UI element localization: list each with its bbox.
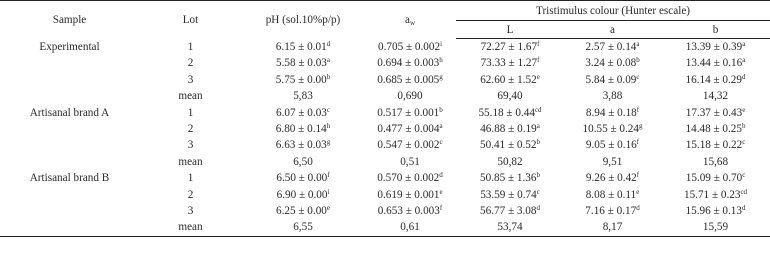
cell-a-value: 8.94 ± 0.18 [585, 106, 637, 119]
cell-aw-value: 0.517 ± 0.001 [377, 106, 440, 119]
table-row [0, 88, 770, 104]
cell-b-superscript: cd [740, 187, 748, 196]
cell-a-value: 3,88 [602, 90, 623, 103]
cell-b-value: 14.48 ± 0.25 [685, 123, 742, 136]
cell-aw-superscript: d [439, 171, 443, 180]
cell-b-superscript: c [742, 138, 746, 147]
header-a: a [564, 21, 661, 39]
cell-sample-value: Artisanal brand A [29, 106, 110, 119]
cell-ph-value: 6.50 ± 0.00 [276, 172, 328, 185]
table-body [0, 39, 770, 237]
cell-ph-value: 6.07 ± 0.03 [276, 106, 327, 119]
cell-l-value: 53,74 [497, 221, 523, 234]
cell-ph-value: 5.58 ± 0.03 [276, 57, 327, 70]
cell-a-superscript: f [636, 138, 640, 147]
cell-a-value: 3.24 ± 0.08 [585, 57, 637, 70]
cell-lot-value: 1 [187, 172, 194, 185]
cell-sample [0, 170, 139, 186]
table-row [0, 203, 770, 219]
cell-a [564, 88, 661, 104]
cell-l-value: 62.60 ± 1.52 [480, 73, 537, 86]
cell-lot [139, 170, 242, 186]
cell-lot-value: mean [178, 155, 203, 168]
cell-aw-value: 0.477 ± 0.004 [377, 123, 440, 136]
cell-aw-value: 0.619 ± 0.001 [377, 188, 440, 201]
cell-ph-superscript: f [327, 171, 330, 180]
cell-sample [0, 39, 139, 56]
cell-aw [364, 105, 456, 121]
cell-aw [364, 88, 456, 104]
cell-a [564, 105, 661, 121]
table-row [0, 72, 770, 88]
header-L: L [456, 21, 564, 39]
cell-a-value: 7.16 ± 0.17 [585, 205, 637, 218]
cell-l-value: 50,82 [497, 155, 523, 168]
cell-aw [364, 39, 456, 56]
cell-a-value: 9.05 ± 0.16 [585, 139, 637, 152]
cell-a-superscript: d [636, 204, 640, 213]
cell-a [564, 203, 661, 219]
cell-ph [242, 170, 364, 186]
cell-lot [139, 137, 242, 153]
cell-a-superscript: a [636, 40, 640, 48]
cell-a [564, 72, 661, 88]
cell-l-superscript: f [537, 56, 540, 65]
cell-aw-value: 0.570 ± 0.002 [377, 172, 440, 185]
cell-a-value: 8.08 ± 0.11 [585, 188, 637, 201]
cell-a [564, 219, 661, 236]
cell-a [564, 170, 661, 186]
table-row [0, 137, 770, 153]
cell-l [456, 55, 564, 71]
cell-ph-value: 6.15 ± 0.01 [275, 40, 327, 53]
cell-b-value: 15,68 [702, 155, 729, 168]
cell-l-superscript: cd [534, 105, 542, 114]
cell-ph [242, 137, 364, 153]
cell-l [456, 187, 564, 203]
cell-aw [364, 187, 456, 203]
cell-aw [364, 121, 456, 137]
cell-b-value: 17.37 ± 0.43 [685, 106, 743, 119]
cell-lot-value: mean [178, 90, 203, 103]
cell-b [661, 187, 770, 203]
cell-lot-value: 1 [187, 40, 194, 53]
cell-l [456, 105, 564, 121]
cell-sample [0, 203, 139, 219]
cell-lot [139, 88, 242, 104]
cell-l-superscript: e [536, 72, 540, 81]
cell-aw [364, 137, 456, 153]
cell-aw-value: 0,690 [397, 90, 423, 103]
cell-b [661, 72, 770, 88]
cell-l-superscript: b [536, 171, 540, 180]
table-row [0, 39, 770, 56]
cell-l [456, 72, 564, 88]
header-tristimulus: Tristimulus colour (Hunter escale) [456, 1, 770, 21]
cell-ph-value: 6,55 [293, 221, 313, 234]
cell-aw-superscript: b [439, 105, 443, 114]
cell-l-value: 53.59 ± 0.74 [480, 188, 537, 201]
cell-ph-value: 6.90 ± 0.00 [276, 188, 328, 201]
header-b: b [661, 21, 770, 39]
cell-aw [364, 219, 456, 236]
cell-a-value: 8,17 [602, 221, 623, 234]
cell-ph-value: 6,50 [293, 155, 313, 168]
cell-aw-superscript: c [439, 138, 443, 147]
cell-lot [139, 55, 242, 71]
cell-ph-value: 5,83 [293, 90, 313, 103]
cell-ph-superscript: a [326, 56, 330, 65]
cell-ph-value: 6.63 ± 0.03 [275, 139, 327, 152]
cell-b [661, 55, 770, 71]
cell-b [661, 39, 770, 56]
cell-sample [0, 137, 139, 153]
cell-b-value: 15,59 [702, 221, 729, 234]
cell-l-value: 72.27 ± 1.67 [480, 41, 538, 53]
cell-l-superscript: d [536, 204, 540, 213]
cell-sample [0, 187, 139, 203]
cell-ph [242, 187, 364, 203]
header-ph: pH (sol.10%p/p) [242, 1, 364, 39]
cell-lot-value: 3 [187, 73, 194, 86]
cell-a-value: 9.26 ± 0.42 [585, 172, 637, 185]
cell-b-superscript: a [742, 56, 746, 65]
cell-aw-superscript: a [439, 122, 443, 131]
cell-ph-superscript: h [326, 122, 331, 131]
table-row [0, 105, 770, 121]
cell-l [456, 39, 564, 56]
cell-sample [0, 154, 139, 170]
header-row-1 [0, 1, 770, 21]
cell-lot [139, 121, 242, 137]
cell-lot [139, 154, 242, 170]
cell-b-value: 14,32 [702, 90, 729, 103]
cell-aw-value: 0.685 ± 0.005 [377, 73, 440, 86]
cell-l-value: 55.18 ± 0.44 [478, 106, 535, 119]
cell-b-value: 13.44 ± 0.16 [685, 57, 743, 70]
cell-ph [242, 219, 364, 236]
cell-ph [242, 105, 364, 121]
cell-b-superscript: d [742, 204, 746, 213]
cell-l-superscript: f [537, 40, 540, 48]
cell-l-superscript: a [536, 122, 540, 131]
cell-b [661, 88, 770, 104]
cell-l-superscript: c [536, 187, 540, 196]
cell-aw [364, 170, 456, 186]
cell-ph [242, 154, 364, 170]
cell-b [661, 154, 770, 170]
cell-lot [139, 187, 242, 203]
cell-ph-value: 6.25 ± 0.00 [276, 205, 327, 218]
cell-b-superscript: e [742, 105, 746, 114]
cell-aw-value: 0.705 ± 0.002 [377, 40, 441, 53]
table-row [0, 121, 770, 137]
cell-lot-value: 1 [187, 106, 194, 119]
cell-aw [364, 55, 456, 71]
cell-aw [364, 72, 456, 88]
cell-sample [0, 121, 139, 137]
cell-lot [139, 39, 242, 56]
cell-l [456, 170, 564, 186]
cell-b-value: 15.09 ± 0.70 [685, 172, 743, 185]
cell-ph-superscript: g [326, 138, 331, 147]
cell-b-value: 15.71 ± 0.23 [683, 188, 741, 201]
cell-aw-superscript: i [440, 39, 443, 48]
cell-ph-value: 6.80 ± 0.14 [275, 123, 327, 136]
cell-ph [242, 72, 364, 88]
cell-lot-value: mean [178, 221, 203, 234]
cell-a [564, 187, 661, 203]
cell-aw-value: 0.547 ± 0.002 [377, 139, 440, 152]
table-row [0, 170, 770, 186]
cell-ph-superscript: c [326, 105, 330, 114]
cell-a-superscript: f [636, 105, 640, 114]
cell-aw-superscript: h [439, 56, 443, 65]
header-aw-sub: w [409, 19, 416, 28]
cell-a-superscript: g [638, 122, 643, 131]
cell-b [661, 137, 770, 153]
table-row [0, 187, 770, 203]
cell-l [456, 154, 564, 170]
cell-a-superscript: c [636, 72, 640, 81]
cell-lot-value: 2 [187, 57, 194, 70]
cell-lot-value: 2 [187, 188, 194, 201]
cell-lot-value: 3 [187, 139, 194, 152]
cell-ph [242, 203, 364, 219]
cell-aw-value: 0,51 [400, 155, 420, 168]
cell-a [564, 154, 661, 170]
cell-lot [139, 203, 242, 219]
cell-ph [242, 121, 364, 137]
cell-l-value: 50.85 ± 1.36 [480, 172, 537, 185]
cell-b [661, 203, 770, 219]
cell-l [456, 219, 564, 236]
cell-a-superscript: b [636, 56, 640, 65]
cell-l-value: 46.88 ± 0.19 [480, 123, 537, 136]
cell-l-superscript: b [536, 138, 540, 147]
cell-l-value: 56.77 ± 3.08 [480, 205, 537, 218]
cell-ph [242, 88, 364, 104]
cell-a-superscript: e [636, 187, 640, 196]
cell-aw-value: 0.653 ± 0.003 [377, 205, 440, 218]
cell-b [661, 219, 770, 236]
cell-sample-value: Experimental [39, 40, 100, 53]
cell-sample [0, 55, 139, 71]
cell-a-value: 2.57 ± 0.14 [585, 41, 637, 53]
cell-b-superscript: d [742, 72, 746, 81]
cell-a [564, 137, 661, 153]
cell-l [456, 203, 564, 219]
cell-b [661, 121, 770, 137]
table-row [0, 154, 770, 170]
cell-sample-value: Artisanal brand B [29, 172, 110, 185]
cell-b-value: 15.96 ± 0.13 [685, 205, 742, 218]
cell-aw-value: 0.694 ± 0.003 [377, 57, 440, 70]
cell-b-superscript: a [742, 40, 746, 48]
cell-ph-value: 5.75 ± 0.00 [275, 73, 327, 86]
cell-b-value: 13.39 ± 0.39 [685, 41, 743, 53]
cell-sample [0, 88, 139, 104]
cell-l [456, 137, 564, 153]
cell-ph-superscript: b [326, 72, 331, 81]
cell-lot-value: 2 [187, 123, 194, 136]
cell-sample [0, 105, 139, 121]
cell-a [564, 39, 661, 56]
cell-l-value: 73.33 ± 1.27 [480, 57, 538, 70]
header-lot: Lot [139, 1, 242, 39]
cell-b [661, 105, 770, 121]
header-aw [364, 1, 456, 39]
cell-lot-value: 3 [187, 205, 194, 218]
cell-b-superscript: b [742, 122, 746, 131]
cell-ph-superscript: e [326, 204, 330, 213]
cell-ph [242, 55, 364, 71]
cell-sample [0, 219, 139, 236]
cell-aw-superscript: e [439, 187, 443, 196]
cell-a [564, 121, 661, 137]
cell-lot [139, 72, 242, 88]
cell-ph-superscript: i [327, 187, 330, 196]
cell-a-superscript: f [636, 171, 640, 180]
cell-aw-superscript: f [439, 204, 443, 213]
cell-lot [139, 105, 242, 121]
cell-a-value: 10.55 ± 0.24 [582, 123, 639, 136]
cell-l [456, 121, 564, 137]
cell-lot [139, 219, 242, 236]
cell-l-value: 50.41 ± 0.52 [480, 139, 537, 152]
cell-aw [364, 203, 456, 219]
cell-l-value: 69,40 [497, 90, 523, 103]
cell-a-value: 5.84 ± 0.09 [585, 73, 637, 86]
cell-aw-superscript: g [439, 72, 443, 81]
cell-aw [364, 154, 456, 170]
cell-b-value: 16.14 ± 0.29 [685, 73, 742, 86]
table-row [0, 219, 770, 236]
cell-b [661, 170, 770, 186]
cell-b-superscript: c [742, 171, 746, 180]
cell-aw-value: 0,61 [400, 221, 420, 234]
header-aw-main: a [404, 14, 410, 27]
cell-sample [0, 72, 139, 88]
cell-b-value: 15.18 ± 0.22 [685, 139, 743, 152]
header-sample: Sample [0, 1, 139, 39]
table-row [0, 55, 770, 71]
cell-ph [242, 39, 364, 56]
cell-a-value: 9,51 [602, 155, 623, 168]
cell-a [564, 55, 661, 71]
cell-l [456, 88, 564, 104]
cell-ph-superscript: d [326, 39, 331, 48]
